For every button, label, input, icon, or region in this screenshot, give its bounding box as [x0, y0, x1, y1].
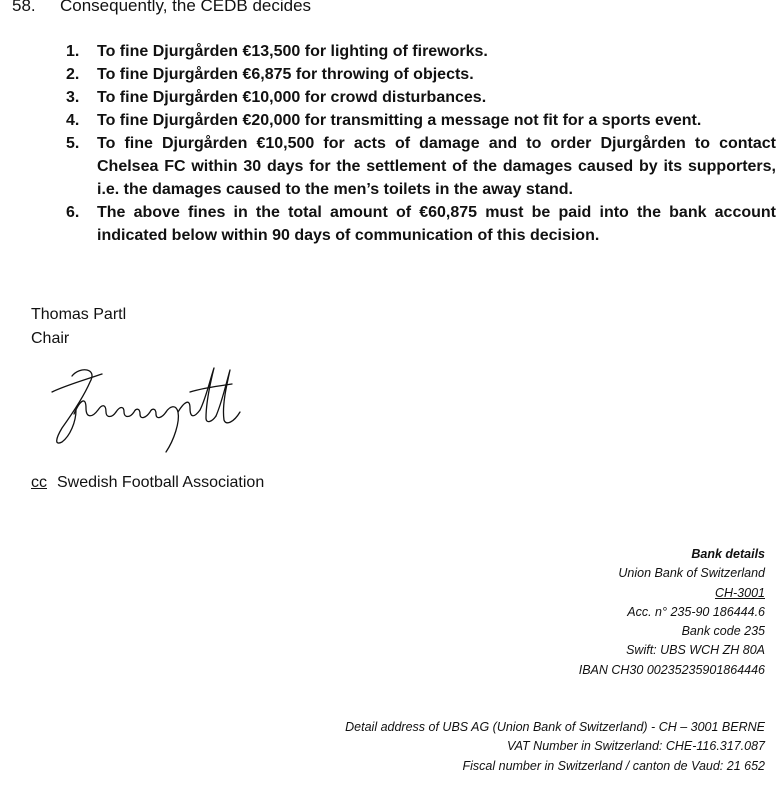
decision-item: [66, 109, 776, 132]
decision-text: To fine Djurgården €6,875 for throwing of objects.: [97, 66, 474, 83]
handwritten-signature: [50, 362, 250, 457]
decision-number: 3.: [66, 89, 80, 106]
signatory-name: Thomas Partl: [31, 306, 127, 323]
decision-item: [66, 86, 776, 109]
bank-swift: Swift: UBS WCH ZH 80A: [626, 643, 765, 658]
decision-item: [66, 201, 776, 247]
cc-line: [31, 474, 264, 492]
footer-fiscal: Fiscal number in Switzerland / canton de Vaud: 21 652: [462, 758, 765, 773]
bank-branch: CH-3001: [714, 585, 765, 600]
bank-details: [579, 545, 765, 680]
paragraph-heading: [12, 0, 311, 16]
decision-text: To fine Djurgården €20,000 for transmitting a message not fit for a sports event.: [97, 112, 702, 129]
decision-text: To fine Djurgården €13,500 for lighting of fireworks.: [97, 43, 488, 60]
decision-item: [66, 63, 776, 86]
decision-item: [66, 40, 776, 63]
decision-text: To fine Djurgården €10,500 for acts of damage and to order Djurgården to contact Chelsea FC within 30 days for the settlement of the damages caused by its supporters, i.e. the damages caused to the men’s toilets in the away stand.: [97, 135, 776, 198]
footer-vat: VAT Number in Switzerland: CHE-116.317.087: [507, 739, 765, 754]
decisions-list: [66, 40, 776, 247]
bank-name: Union Bank of Switzerland: [618, 566, 765, 581]
decision-number: 4.: [66, 112, 80, 129]
cc-recipient: Swedish Football Association: [57, 474, 265, 491]
bank-details-title: Bank details: [691, 547, 765, 561]
bank-iban: IBAN CH30 00235235901864446: [578, 662, 765, 677]
signatory-block: [31, 303, 126, 351]
decision-number: 6.: [66, 204, 80, 221]
cc-label: cc: [31, 474, 47, 491]
decision-number: 5.: [66, 135, 80, 152]
bank-account: Acc. n° 235-90 186444.6: [627, 604, 765, 619]
decision-item: [66, 132, 776, 201]
decision-text: The above fines in the total amount of €60,875 must be paid into the bank account indicated below within 90 days of communication of this decision.: [97, 204, 776, 244]
footer-address: Detail address of UBS AG (Union Bank of Switzerland) - CH – 3001 BERNE: [345, 720, 765, 734]
decision-number: 1.: [66, 43, 80, 60]
footer-details: [345, 718, 765, 776]
decision-number: 2.: [66, 66, 80, 83]
decision-text: To fine Djurgården €10,000 for crowd disturbances.: [97, 89, 487, 106]
bank-code: Bank code 235: [681, 624, 765, 639]
paragraph-number: 58.: [12, 0, 36, 15]
paragraph-text: Consequently, the CEDB decides: [60, 0, 312, 15]
signatory-role: Chair: [31, 330, 70, 347]
